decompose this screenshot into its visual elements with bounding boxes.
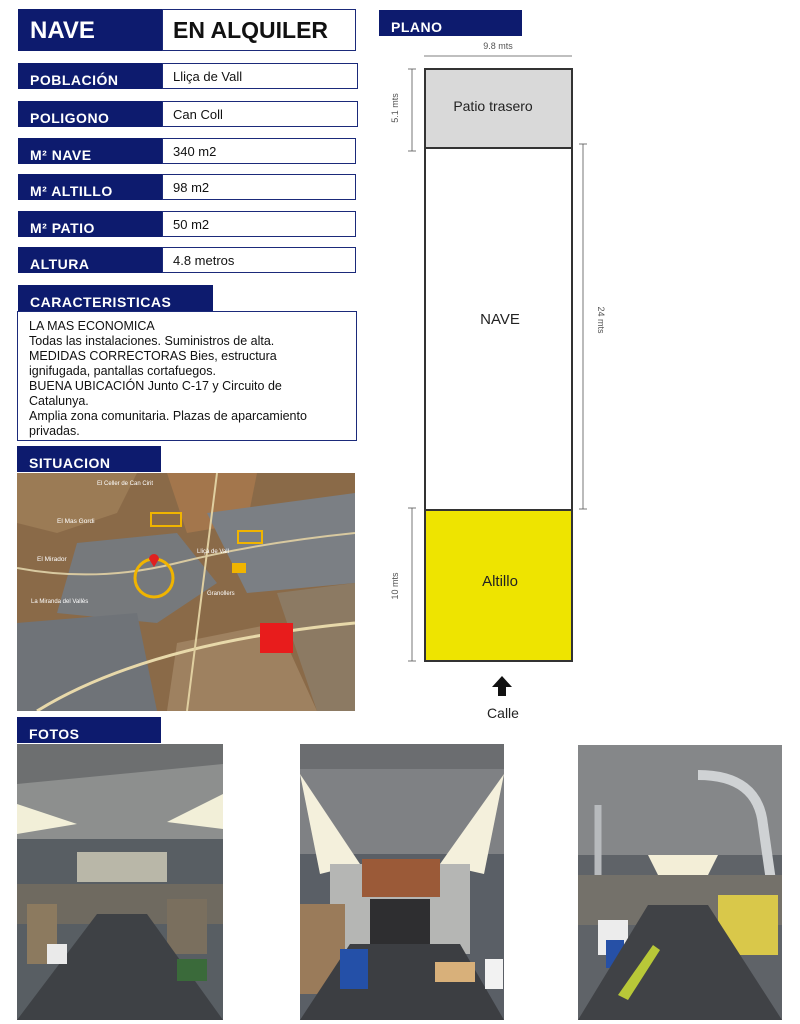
field-value-altura: 4.8 metros [162, 247, 356, 273]
plan-street-label: Calle [487, 705, 519, 721]
plan-nave-label: NAVE [480, 311, 520, 328]
plan-patio-label: Patio trasero [453, 98, 533, 114]
warehouse-photo-3 [578, 745, 782, 1020]
field-value-m2-altillo: 98 m2 [162, 174, 356, 200]
caracteristicas-line: LA MAS ECONOMICA [29, 319, 155, 333]
caracteristicas-line: privadas. [29, 424, 80, 438]
field-value-poligono: Can Coll [162, 101, 358, 127]
svg-text:Lliçà de Vall: Lliçà de Vall [197, 549, 229, 555]
field-label-m2-nave: M² NAVE [18, 138, 163, 164]
field-value-m2-nave: 340 m2 [162, 138, 356, 164]
status-label: EN ALQUILER [162, 9, 356, 51]
caracteristicas-line: Amplia zona comunitaria. Plazas de aparcamiento [29, 409, 307, 423]
fotos-heading: FOTOS [17, 717, 161, 743]
plano-heading: PLANO [379, 10, 522, 36]
svg-text:La Miranda del Vallès: La Miranda del Vallès [31, 599, 89, 605]
field-label-m2-altillo: M² ALTILLO [18, 174, 163, 200]
arrow-up-icon [492, 676, 512, 696]
type-label: NAVE [18, 9, 163, 51]
caracteristicas-line: ignifugada, pantallas cortafuegos. [29, 364, 216, 378]
field-value-poblacion: Lliça de Vall [162, 63, 358, 89]
svg-text:El Mirador: El Mirador [37, 556, 67, 563]
caracteristicas-line: Todas las instalaciones. Suministros de alta. [29, 334, 275, 348]
caracteristicas-line: Catalunya. [29, 394, 89, 408]
svg-text:El Celler de Can Cirit: El Celler de Can Cirit [97, 481, 154, 487]
plan-patio-dimension: 5.1 mts [390, 93, 400, 123]
field-label-poligono: POLIGONO [18, 101, 163, 127]
field-label-poblacion: POBLACIÓN [18, 63, 163, 89]
field-value-m2-patio: 50 m2 [162, 211, 356, 237]
plan-altillo-dimension: 10 mts [390, 572, 400, 600]
situacion-map [17, 473, 355, 711]
plan-nave-dimension: 24 mts [596, 306, 606, 334]
satellite-map-image [17, 473, 355, 711]
field-label-altura: ALTURA [18, 247, 163, 273]
caracteristicas-line: BUENA UBICACIÓN Junto C-17 y Circuito de [29, 379, 282, 393]
svg-text:Granollers: Granollers [207, 591, 235, 597]
floor-plan [380, 36, 620, 726]
svg-text:El Mas Gordi: El Mas Gordi [57, 518, 95, 525]
caracteristicas-box [17, 311, 357, 441]
warehouse-photo-1 [17, 744, 223, 1020]
plan-width-dimension: 9.8 mts [483, 41, 513, 51]
situacion-heading: SITUACION [17, 446, 161, 472]
plan-altillo-label: Altillo [482, 573, 518, 590]
plan-nave-area [425, 148, 572, 510]
caracteristicas-line: MEDIDAS CORRECTORAS Bies, estructura [29, 349, 277, 363]
caracteristicas-heading: CARACTERISTICAS [18, 285, 213, 311]
field-label-m2-patio: M² PATIO [18, 211, 163, 237]
warehouse-photo-2 [300, 744, 504, 1020]
